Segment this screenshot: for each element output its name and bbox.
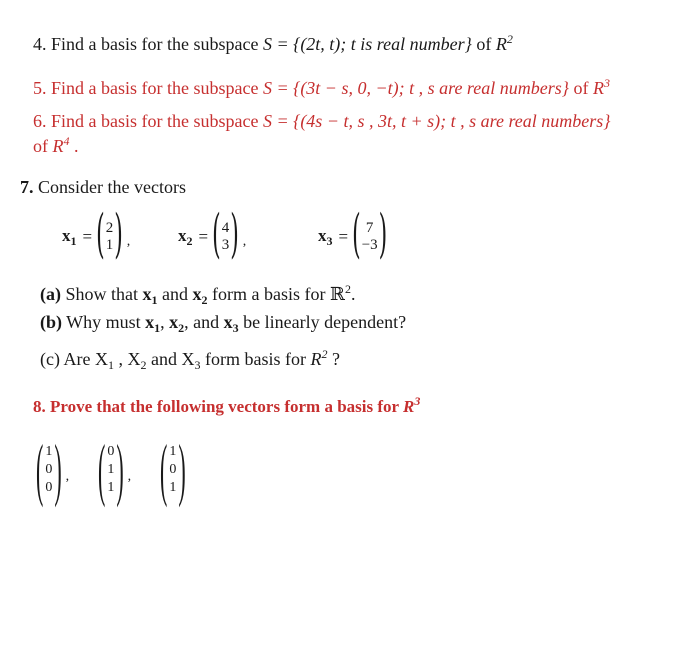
vector-entries: 2 1 [105,220,114,253]
q5-set: S = {(3t − s, 0, −t); t , s are real numbers} [262,78,569,98]
right-paren: ) [178,428,186,509]
right-paren: ) [116,428,124,509]
question-8 [33,394,420,417]
q6-end: . [69,136,79,156]
part-c-label: (c) [40,349,60,369]
q7-text: Consider the vectors [33,177,186,197]
q6-set: S = {(4s − t, s , 3t, t + s); t , s are real numbers} [262,111,611,131]
q7-vector-x3: $x_3$ = ( 7 −3 ) [318,205,388,266]
q6-prefix: 6. Find a basis for the subspace [33,111,263,131]
q5-exp: 3 [603,76,610,90]
right-paren: ) [230,205,239,266]
vector-label: $x_2$ [178,225,193,248]
q7-part-a: (a) Show that $x_1$ and $x_2$ form a basis for ℝ$^2$. [40,282,356,307]
q8-vector-1: ( 1 0 0 ) , [36,428,70,509]
q7-vector-x1: $x_1$ = ( 2 1 ) , [62,205,131,266]
q8-vector-2: ( 0 1 1 ) , [98,428,132,509]
q6-exp: 4 [63,134,70,148]
q4-set: S = {(2t, t); t is real number} [262,34,472,54]
part-a-label: (a) [40,284,61,304]
left-paren: ( [98,428,106,509]
question-6-line2 [33,134,79,157]
q6-space: R [52,136,64,156]
right-paren: ) [54,428,62,509]
question-7-heading [20,177,186,198]
q4-exp: 2 [506,32,513,46]
q7-vector-x2: $x_2$ = ( 4 3 ) , [178,205,247,266]
q5-of: of [568,78,593,98]
left-paren: ( [212,205,221,266]
q4-prefix: 4. Find a basis for the subspace [33,34,263,54]
left-paren: ( [36,428,44,509]
left-paren: ( [352,205,361,266]
q8-text: 8. Prove that the following vectors form a basis for [33,397,404,416]
vector-entries: 0 1 1 [107,444,115,495]
q4-space: R [495,34,507,54]
q5-space: R [592,78,604,98]
q6-of: of [33,136,53,156]
q8-vector-3 [160,428,186,509]
left-paren: ( [96,205,105,266]
part-b-label: (b) [40,312,62,332]
q7-number: 7. [20,177,34,197]
q5-prefix: 5. Find a basis for the subspace [33,78,263,98]
q4-of: of [471,34,496,54]
question-5 [33,76,610,99]
vector-entries: 1 0 1 [169,444,177,495]
right-paren: ) [114,205,123,266]
left-paren: ( [160,428,168,509]
vector-label: $x_3$ [318,225,333,248]
vector-entries: 7 −3 [361,220,378,253]
q7-part-c: (c) Are $X_1$ , $X_2$ and $X_3$ form basis for $R^2$ ? [40,347,340,372]
vector-label: $x_1$ [62,225,77,248]
vector-entries: 4 3 [221,220,230,253]
vector-entries: 1 0 0 [45,444,53,495]
q8-exp: 3 [414,394,421,408]
q7-part-b: (b) Why must $x_1$, $x_2$, and $x_3$ be linearly dependent? [40,312,407,335]
right-paren: ) [378,205,388,266]
question-6-line1 [33,111,610,132]
q8-space: R [403,397,415,416]
question-4 [33,32,513,55]
